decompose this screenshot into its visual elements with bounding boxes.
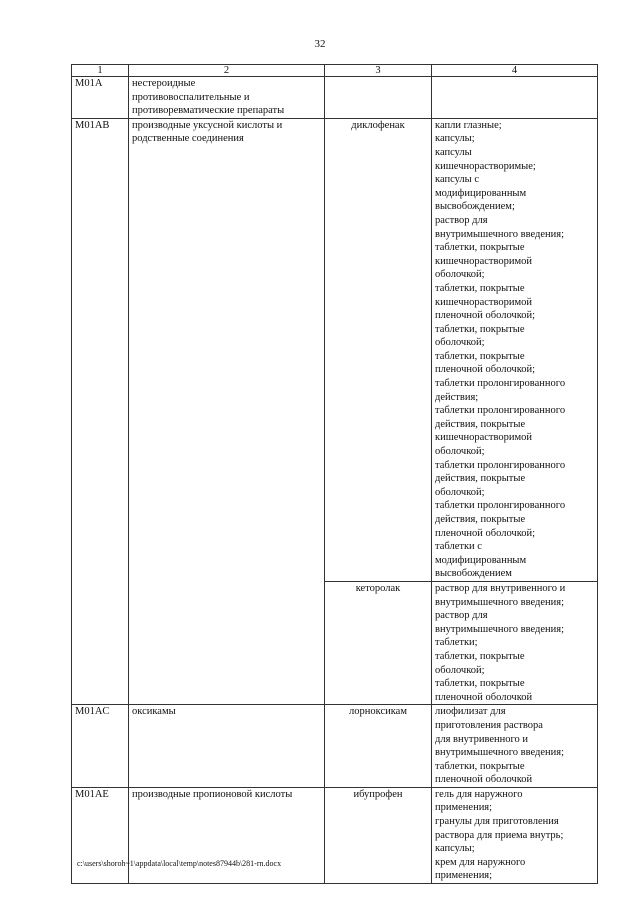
drug-name-cell: лорноксикам (325, 705, 432, 788)
table-row (72, 118, 598, 581)
dosage-form-line: раствор для (435, 610, 488, 622)
dosage-form-line: пленочной оболочкой (435, 774, 533, 786)
drug-name-cell: ибупрофен (325, 787, 432, 883)
header-col-2: 2 (129, 65, 325, 77)
group-name-cell (129, 118, 325, 705)
dosage-form-line: высвобождением; (435, 201, 515, 213)
dosage-form-line: внутримышечного введения; (435, 623, 565, 635)
header-col-1: 1 (72, 65, 129, 77)
group-name-line: оксикамы (132, 706, 176, 718)
dosage-forms-cell (432, 581, 598, 704)
dosage-form-line: таблетки пролонгированного (435, 500, 566, 512)
dosage-form-line: пленочной оболочкой; (435, 310, 536, 322)
group-name-cell (129, 787, 325, 883)
dosage-form-line: таблетки, покрытые (435, 678, 525, 690)
table-row (72, 77, 598, 119)
dosage-form-line: гранулы для приготовления (435, 816, 559, 828)
dosage-form-line: таблетки пролонгированного (435, 378, 566, 390)
dosage-form-line: таблетки, покрытые (435, 242, 525, 254)
atc-code-cell: M01A (72, 77, 129, 119)
dosage-form-line: применения; (435, 870, 493, 882)
dosage-forms-cell (432, 705, 598, 788)
dosage-form-line: крем для наружного (435, 856, 526, 868)
dosage-form-line: пленочной оболочкой; (435, 527, 536, 539)
group-name-line: противовоспалительные и (132, 91, 250, 103)
dosage-form-line: таблетки, покрытые (435, 350, 525, 362)
dosage-form-line: таблетки пролонгированного (435, 459, 566, 471)
dosage-form-line: оболочкой; (435, 486, 485, 498)
table-header-row (72, 65, 598, 77)
dosage-form-line: внутримышечного введения; (435, 228, 565, 240)
dosage-form-line: таблетки; (435, 637, 478, 649)
dosage-form-line: капсулы; (435, 843, 475, 855)
dosage-form-line: гель для наружного (435, 788, 523, 800)
dosage-form-line: применения; (435, 802, 493, 814)
dosage-form-line: кишечнорастворимой (435, 432, 533, 444)
group-name-line: родственные соединения (132, 133, 244, 145)
header-col-4: 4 (432, 65, 598, 77)
dosage-form-line: внутримышечного введения; (435, 747, 565, 759)
dosage-form-line: раствора для приема внутрь; (435, 829, 564, 841)
dosage-form-line: оболочкой; (435, 269, 485, 281)
dosage-forms-cell (432, 77, 598, 119)
atc-code-cell: M01AB (72, 118, 129, 705)
dosage-form-line: действия, покрытые (435, 473, 526, 485)
header-col-3: 3 (325, 65, 432, 77)
dosage-form-line: для внутривенного и (435, 733, 529, 745)
group-name-line: производные уксусной кислоты и (132, 119, 283, 131)
dosage-form-line: приготовления раствора (435, 719, 543, 731)
dosage-form-line: внутримышечного введения; (435, 596, 565, 608)
dosage-forms-cell (432, 787, 598, 883)
dosage-form-line: таблетки пролонгированного (435, 405, 566, 417)
dosage-form-line: пленочной оболочкой (435, 691, 533, 703)
atc-code-cell: M01AC (72, 705, 129, 788)
drug-name-cell: диклофенак (325, 118, 432, 581)
dosage-form-line: капсулы (435, 146, 472, 158)
dosage-form-line: таблетки, покрытые (435, 323, 525, 335)
dosage-form-line: лиофилизат для (435, 706, 506, 718)
atc-code-cell: M01AE (72, 787, 129, 883)
group-name-cell (129, 705, 325, 788)
group-name-line: производные пропионовой кислоты (132, 788, 293, 800)
dosage-form-line: капсулы; (435, 133, 475, 145)
dosage-form-line: таблетки, покрытые (435, 760, 525, 772)
dosage-form-line: раствор для внутривенного и (435, 582, 566, 594)
dosage-form-line: модифицированным (435, 187, 527, 199)
drug-name-cell: кеторолак (325, 581, 432, 704)
group-name-line: нестероидные (132, 78, 196, 89)
dosage-form-line: кишечнорастворимой (435, 255, 533, 267)
dosage-form-line: раствор для (435, 214, 488, 226)
dosage-form-line: капсулы с (435, 174, 479, 186)
page-number: 32 (314, 38, 326, 50)
dosage-form-line: оболочкой; (435, 664, 485, 676)
dosage-form-line: таблетки, покрытые (435, 650, 525, 662)
dosage-form-line: пленочной оболочкой; (435, 364, 536, 376)
dosage-form-line: таблетки с (435, 541, 482, 553)
dosage-form-line: действия, покрытые (435, 418, 526, 430)
group-name-cell (129, 77, 325, 119)
dosage-form-line: оболочкой; (435, 446, 485, 458)
dosage-forms-cell (432, 118, 598, 581)
dosage-form-line: модифицированным (435, 554, 527, 566)
drug-table (71, 64, 598, 884)
footer-file-path: c:\users\shoroh~1\appdata\local\temp\notes87944b\281-rn.docx (77, 859, 282, 868)
dosage-form-line: оболочкой; (435, 337, 485, 349)
dosage-form-line: действия; (435, 391, 479, 403)
dosage-form-line: капли глазные; (435, 119, 502, 131)
dosage-form-line: кишечнорастворимые; (435, 160, 536, 172)
table-row (72, 787, 598, 883)
dosage-form-line: кишечнорастворимой (435, 296, 533, 308)
table-row (72, 705, 598, 788)
dosage-form-line: таблетки, покрытые (435, 282, 525, 294)
group-name-line: противоревматические препараты (132, 105, 285, 117)
drug-name-cell (325, 77, 432, 119)
dosage-form-line: действия, покрытые (435, 514, 526, 525)
dosage-form-line: высвобождением (435, 568, 512, 580)
